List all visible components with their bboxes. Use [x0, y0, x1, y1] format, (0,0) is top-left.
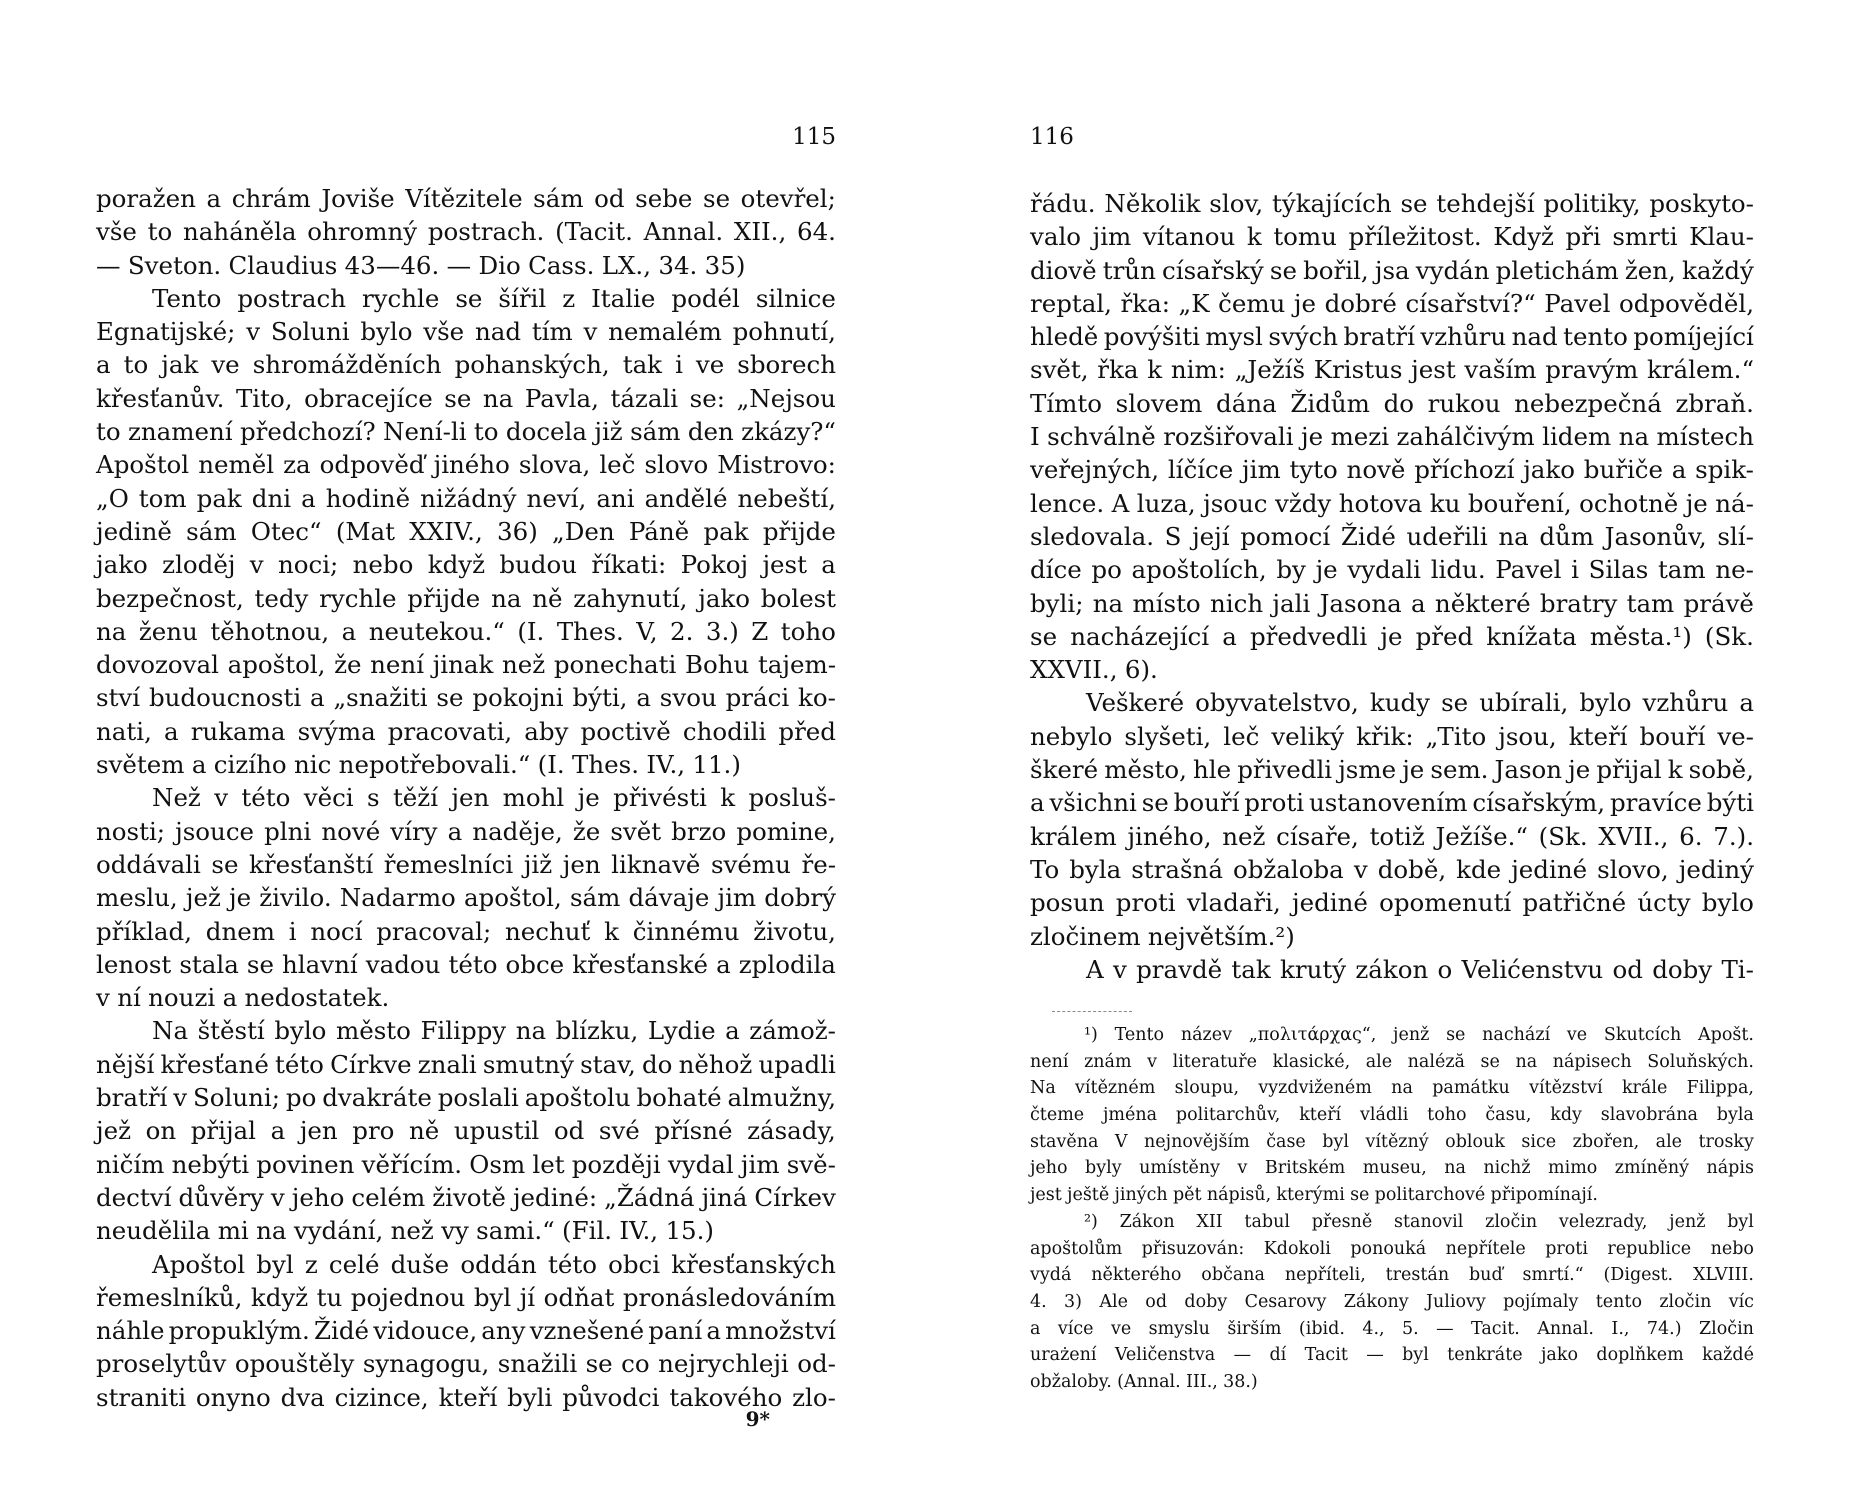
text-line: v ní nouzi a nedostatek.	[96, 983, 390, 1013]
text-line: a to jak ve shromážděních pohanských, tak i ve sborech	[96, 350, 836, 380]
text-line: to znamení předchozí? Není-li to docela již sám den zkázy?“	[96, 417, 836, 447]
body-text	[1030, 187, 1754, 986]
text-line: dovozoval apoštol, že není jinak než ponechati Bohu tajem-	[96, 650, 836, 680]
footnote-line: a více ve smyslu širším (ibid. 4., 5. — Tacit. Annal. I., 74.) Zločin	[1030, 1318, 1754, 1339]
footnote-line: vydá některého občana nepříteli, trestán buď smrtí.“ (Digest. XLVIII.	[1030, 1265, 1754, 1286]
text-line: hledě povýšiti mysl svých bratří vzhůru nad tento pomíjející	[1030, 322, 1754, 352]
text-line: se nacházející a předvedli je před knížata města.¹) (Sk.	[1030, 621, 1754, 651]
text-line: Apoštol byl z celé duše oddán této obci křesťanských	[152, 1249, 836, 1279]
footnote-separator	[1052, 1011, 1132, 1012]
page-number: 115	[792, 124, 836, 150]
footnote-line: Na vítězném sloupu, vyzdviženém na památku vítězství krále Filippa,	[1030, 1078, 1754, 1099]
text-line: Tento postrach rychle se šířil z Italie podél silnice	[152, 283, 836, 313]
text-line: dectví důvěry v jeho celém životě jediné: „Žádná jiná Církev	[96, 1182, 836, 1212]
text-line: I schválně rozšiřovali je mezi zahálčivým lidem na místech	[1030, 422, 1754, 452]
text-line: poražen a chrám Joviše Vítězitele sám od sebe se otevřel;	[96, 184, 836, 213]
text-line: škeré město, hle přivedli jsme je sem. Jason je přijal k sobě,	[1030, 755, 1754, 785]
text-line: křesťanův. Tito, obracejíce se na Pavla, tázali se: „Nejsou	[96, 383, 836, 413]
text-line: — Sveton. Claudius 43—46. — Dio Cass. LX., 34. 35)	[96, 250, 746, 280]
signature-mark: 9*	[745, 1407, 770, 1431]
text-line: bezpečnost, tedy rychle přijde na ně zahynutí, jako bolest	[96, 583, 836, 613]
text-line: jež on přijal a jen pro ně upustil od své přísné zásady,	[96, 1116, 836, 1146]
footnote-line: stavěna V nejnovějším čase byl vítězný oblouk sice zbořen, ale trosky	[1030, 1131, 1754, 1152]
text-line: meslu, jež je živilo. Nadarmo apoštol, sám dávaje jim dobrý	[96, 883, 836, 913]
text-line: na ženu těhotnou, a neutekou.“ (I. Thes. V, 2. 3.) Z toho	[96, 616, 836, 646]
text-line: posun proti vladaři, jediné opomenutí patřičné úcty bylo	[1030, 888, 1754, 918]
footnote-line: jest ještě jiných pět nápisů, kterými se politarchové připomínají.	[1030, 1185, 1598, 1206]
text-line: a všichni se bouří proti ustanovením císařským, pravíce býti	[1030, 788, 1754, 818]
footnote-line: obžaloby. (Annal. III., 38.)	[1030, 1371, 1258, 1392]
footnote-line: urażení Veličenstva — dí Tacit — byl tenkráte jako doplňkem každé	[1030, 1345, 1754, 1366]
body-text	[96, 182, 836, 1414]
text-line: A v pravdě tak krutý zákon o Velićenstvu od doby Ti-	[1086, 954, 1754, 984]
text-line: náhle propuklým. Židé vidouce, any vznešené paní a množství	[96, 1316, 836, 1346]
text-line: diově trůn císařský se bořil, jsa vydán pletichám žen, každý	[1030, 255, 1754, 285]
text-line: bratří v Soluni; po dvakráte poslali apoštolu bohaté almužny,	[96, 1083, 836, 1113]
text-line: lence. A luza, jsouc vždy hotova ku bouření, ochotně je ná-	[1030, 488, 1754, 518]
text-line: králem jiného, než císaře, totiž Ježíše.“ (Sk. XVII., 6. 7.).	[1030, 821, 1754, 851]
footnote-line: jeho byly umístěny v Britském museu, na nichž mimo zmíněný nápis	[1030, 1158, 1754, 1179]
text-line: ství budoucnosti a „snažiti se pokojni býti, a svou práci ko-	[96, 683, 836, 713]
page-number: 116	[1030, 124, 1074, 150]
text-line: jedině sám Otec“ (Mat XXIV., 36) „Den Páně pak přijde	[96, 516, 836, 546]
text-line: straniti onyno dva cizince, kteří byli původci takového zlo-	[96, 1382, 836, 1412]
text-line: oddávali se křesťanští řemeslníci již jen liknavě svému ře-	[96, 849, 836, 879]
text-line: světem a cizího nic nepotřebovali.“ (I. Thes. IV., 11.)	[96, 750, 741, 780]
text-line: Egnatijské; v Soluni bylo vše nad tím v nemalém pohnutí,	[96, 317, 836, 347]
text-line: příklad, dnem i nocí pracoval; nechuť k činnému životu,	[96, 916, 836, 946]
text-line: zločinem největším.²)	[1030, 921, 1295, 951]
text-line: ničím nebýti povinen věřícím. Osm let později vydal jim svě-	[96, 1149, 836, 1179]
text-line: neudělila mi na vydání, než vy sami.“ (Fil. IV., 15.)	[96, 1216, 714, 1246]
text-line: Tímto slovem dána Židům do rukou nebezpečná zbraň.	[1030, 388, 1754, 418]
text-line: sledovala. S její pomocí Židé udeřili na dům Jasonův, slí-	[1030, 521, 1754, 551]
text-line: reptal, řka: „K čemu je dobré císařství?“ Pavel odpověděl,	[1030, 288, 1754, 318]
footnote-line: 4. 3) Ale od doby Cesarovy Zákony Juliovy pojímaly tento zločin víc	[1030, 1291, 1754, 1312]
text-line: svět, řka k nim: „Ježíš Kristus jest vaším pravým králem.“	[1030, 355, 1754, 385]
footnote-line: ¹) Tento název „πολιτάρχας“, jenž se nachází ve Skutcích Apošt.	[1084, 1025, 1754, 1045]
text-line: To byla strašná obžaloba v době, kde jediné slovo, jediný	[1030, 854, 1754, 884]
text-line: vše to naháněla ohromný postrach. (Tacit. Annal. XII., 64.	[96, 217, 836, 247]
text-line: Než v této věci s těží jen mohl je přivésti k posluš-	[152, 783, 836, 813]
text-line: veřejných, líčíce jim tyto nově příchozí jako buřiče a spik-	[1030, 455, 1754, 485]
footnote-line: není znám v literatuře klasické, ale naléză se na nápisech Soluňských.	[1030, 1051, 1754, 1072]
text-line: řádu. Několik slov, týkajících se tehdejší politiky, poskyto-	[1030, 189, 1754, 218]
text-line: valo jim vítanou k tomu příležitost. Když při smrti Klau-	[1030, 222, 1754, 252]
text-line: Apoštol neměl za odpověď jiného slova, leč slovo Mistrovo:	[96, 450, 836, 480]
footnote-line: apoštolům přisuzován: Kdokoli ponouká nepřítele proti republice nebo	[1030, 1238, 1754, 1259]
text-line: „O tom pak dni a hodině nižádný neví, ani andělé nebeští,	[96, 483, 836, 513]
text-line: nebylo slyšeti, leč veliký křik: „Tito jsou, kteří bouří ve-	[1030, 721, 1754, 751]
text-line: jako zloděj v noci; nebo když budou říkati: Pokoj jest a	[96, 550, 836, 580]
text-line: Na štěstí bylo město Filippy na blízku, Lydie a zámož-	[152, 1016, 836, 1046]
text-line: nati, a rukama svýma pracovati, aby poctivě chodili před	[96, 716, 836, 746]
text-line: proselytův opouštěly synagogu, snažili se co nejrychleji od-	[96, 1349, 836, 1379]
text-line: nější křesťané této Církve znali smutný stav, do něhož upadli	[96, 1049, 836, 1079]
text-line: Veškeré obyvatelstvo, kudy se ubírali, bylo vzhůru a	[1086, 688, 1754, 718]
text-line: lenost stala se hlavní vadou této obce křesťanské a zplodila	[96, 949, 836, 979]
text-line: byli; na místo nich jali Jasona a některé bratry tam právě	[1030, 588, 1754, 618]
text-line: XXVII., 6).	[1030, 655, 1158, 685]
footnotes	[1030, 1022, 1754, 1396]
footnote-line: ²) Zákon XII tabul přesně stanovil zločin velezrady, jenž byl	[1084, 1211, 1754, 1232]
footnote-line: čteme jména politarchův, kteří vládli toho času, kdy slavobrána byla	[1030, 1105, 1754, 1126]
text-line: nosti; jsouce plni nové víry a naděje, že svět brzo pomine,	[96, 816, 836, 846]
text-line: řemeslníků, když tu pojednou byl jí odňat pronásledováním	[96, 1282, 836, 1312]
text-line: díce po apoštolích, by je vydali lidu. Pavel i Silas tam ne-	[1030, 555, 1754, 585]
